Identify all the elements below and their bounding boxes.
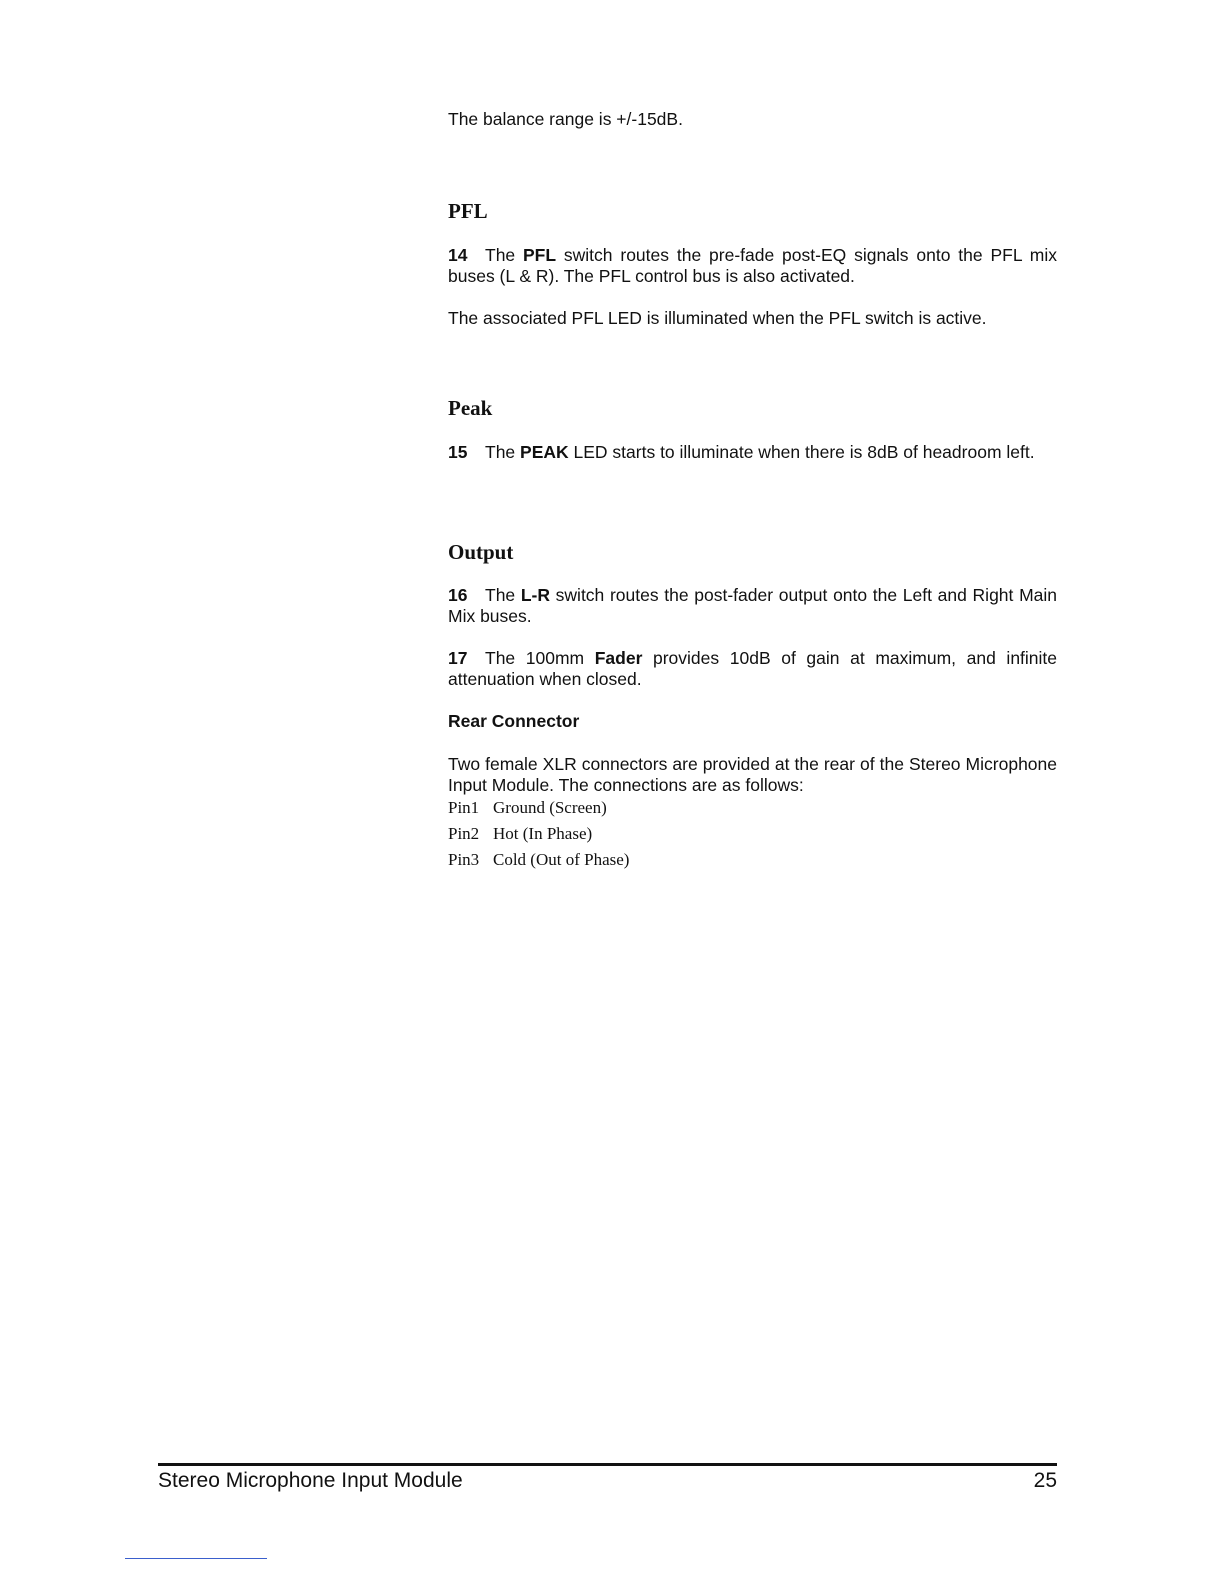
- item-text-prefix: The 100mm: [485, 648, 595, 668]
- item-text: switch routes the pre-fade post-EQ signals onto the PFL mix buses (L & R). The PFL control bus is also activated.: [448, 245, 1057, 286]
- pfl-heading: PFL: [448, 199, 488, 223]
- pin-row: [448, 798, 607, 818]
- pin-row: [448, 850, 629, 870]
- output-item-16: [448, 585, 1057, 627]
- item-text: provides 10dB of gain at maximum, and infinite attenuation when closed.: [448, 648, 1058, 689]
- pfl-item-14: [448, 245, 1057, 287]
- pin-label: Pin2: [448, 824, 480, 843]
- item-number: 14: [448, 245, 468, 265]
- pin-signal: Ground (Screen): [493, 798, 607, 817]
- pin-signal: Cold (Out of Phase): [493, 850, 630, 869]
- item-text-prefix: The: [485, 442, 521, 462]
- pfl-switch-label: PFL: [523, 245, 557, 265]
- output-item-17: [448, 648, 1057, 690]
- pfl-led-note: The associated PFL LED is illuminated when the PFL switch is active.: [448, 308, 987, 328]
- peak-led-label: PEAK: [520, 442, 569, 462]
- fader-label: Fader: [594, 648, 643, 668]
- pin-label: Pin1: [448, 798, 480, 817]
- item-text: LED starts to illuminate when there is 8dB of headroom left.: [568, 442, 1035, 462]
- rear-connector-heading: Rear Connector: [448, 711, 580, 731]
- footer-title: Stereo Microphone Input Module: [158, 1469, 463, 1492]
- pin-signal: Hot (In Phase): [493, 824, 593, 843]
- rear-connector-description: Two female XLR connectors are provided at the rear of the Stereo Microphone Input Module. The connections are as follows:: [448, 754, 1057, 795]
- lr-switch-label: L-R: [520, 585, 550, 605]
- pin-label: Pin3: [448, 850, 480, 869]
- footer-divider: [158, 1463, 1057, 1466]
- pin-row: [448, 824, 592, 844]
- link-underline: [125, 1558, 267, 1559]
- item-text-prefix: The: [485, 585, 521, 605]
- item-text-prefix: The: [485, 245, 523, 265]
- item-number: 16: [448, 585, 468, 605]
- peak-heading: Peak: [448, 396, 493, 420]
- balance-range-text: The balance range is +/-15dB.: [448, 109, 683, 129]
- item-number: 15: [448, 442, 468, 462]
- item-number: 17: [448, 648, 468, 668]
- item-text: switch routes the post-fader output onto the Left and Right Main Mix buses.: [448, 585, 1057, 626]
- page-number: 25: [1033, 1469, 1057, 1492]
- output-heading: Output: [448, 540, 514, 564]
- peak-item-15: [448, 442, 1035, 463]
